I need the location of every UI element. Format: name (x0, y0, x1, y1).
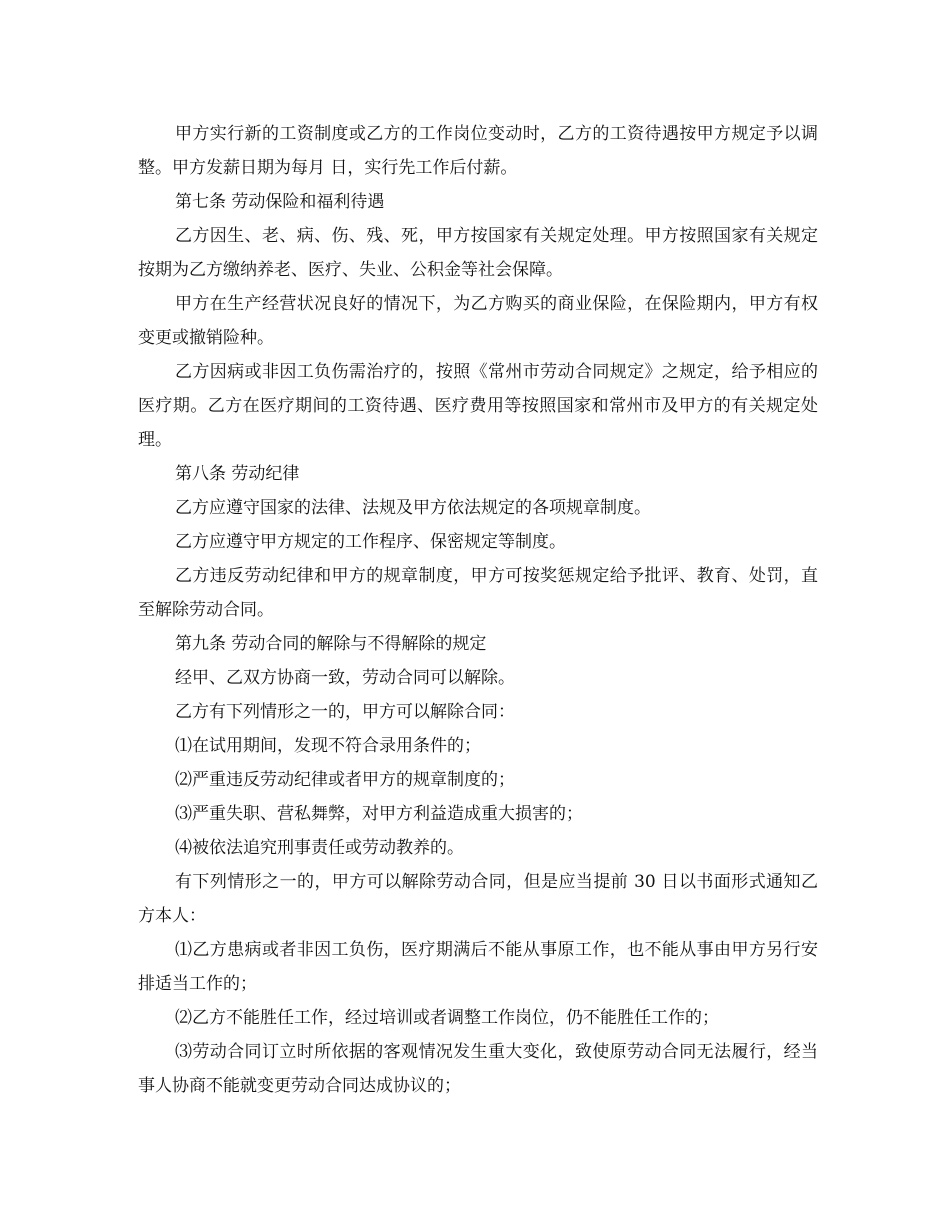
heading-article-7: 第七条 劳动保险和福利待遇 (175, 192, 385, 212)
list-item-dereliction: ⑶严重失职、营私舞弊，对甲方利益造成重大损害的； (175, 804, 583, 824)
list-item-illness: ⑴乙方患病或者非因工负伤，医疗期满后不能从事原工作，也不能从事由甲方另行安排适当工作的； (138, 940, 818, 994)
list-item-criminal-liability: ⑷被依法追究刑事责任或劳动教养的。 (175, 838, 464, 858)
paragraph-social-insurance: 乙方因生、老、病、伤、残、死，甲方按国家有关规定处理。甲方按照国家有关规定按期为乙方缴纳养老、医疗、失业、公积金等社会保障。 (138, 226, 818, 280)
list-item-serious-violation: ⑵严重违反劳动纪律或者甲方的规章制度的； (175, 770, 515, 790)
paragraph-notice-termination: 有下列情形之一的，甲方可以解除劳动合同，但是应当提前 30 日以书面形式通知乙方本人： (138, 872, 818, 926)
paragraph-salary-adjustment: 甲方实行新的工资制度或乙方的工作岗位变动时，乙方的工资待遇按甲方规定予以调整。甲方发薪日期为每月 日，实行先工作后付薪。 (138, 124, 818, 178)
list-item-probation: ⑴在试用期间，发现不符合录用条件的； (175, 736, 481, 756)
paragraph-mutual-termination: 经甲、乙双方协商一致，劳动合同可以解除。 (175, 668, 515, 688)
paragraph-obey-procedures: 乙方应遵守甲方规定的工作程序、保密规定等制度。 (175, 532, 566, 552)
heading-article-8: 第八条 劳动纪律 (175, 464, 300, 484)
paragraph-discipline-violation: 乙方违反劳动纪律和甲方的规章制度，甲方可按奖惩规定给予批评、教育、处罚，直至解除劳动合同。 (138, 566, 818, 620)
document-body (138, 117, 818, 1103)
paragraph-commercial-insurance: 甲方在生产经营状况良好的情况下，为乙方购买的商业保险，在保险期内，甲方有权变更或撤销险种。 (138, 294, 818, 348)
paragraph-obey-laws: 乙方应遵守国家的法律、法规及甲方依法规定的各项规章制度。 (175, 498, 651, 518)
paragraph-termination-conditions: 乙方有下列情形之一的，甲方可以解除合同： (175, 702, 515, 722)
list-item-incompetence: ⑵乙方不能胜任工作，经过培训或者调整工作岗位，仍不能胜任工作的； (175, 1008, 719, 1028)
list-item-circumstance-change: ⑶劳动合同订立时所依据的客观情况发生重大变化，致使原劳动合同无法履行，经当事人协商不能就变更劳动合同达成协议的； (138, 1042, 818, 1096)
paragraph-medical-period: 乙方因病或非因工负伤需治疗的，按照《常州市劳动合同规定》之规定，给予相应的医疗期。乙方在医疗期间的工资待遇、医疗费用等按照国家和常州市及甲方的有关规定处理。 (138, 362, 818, 450)
heading-article-9: 第九条 劳动合同的解除与不得解除的规定 (175, 634, 487, 654)
